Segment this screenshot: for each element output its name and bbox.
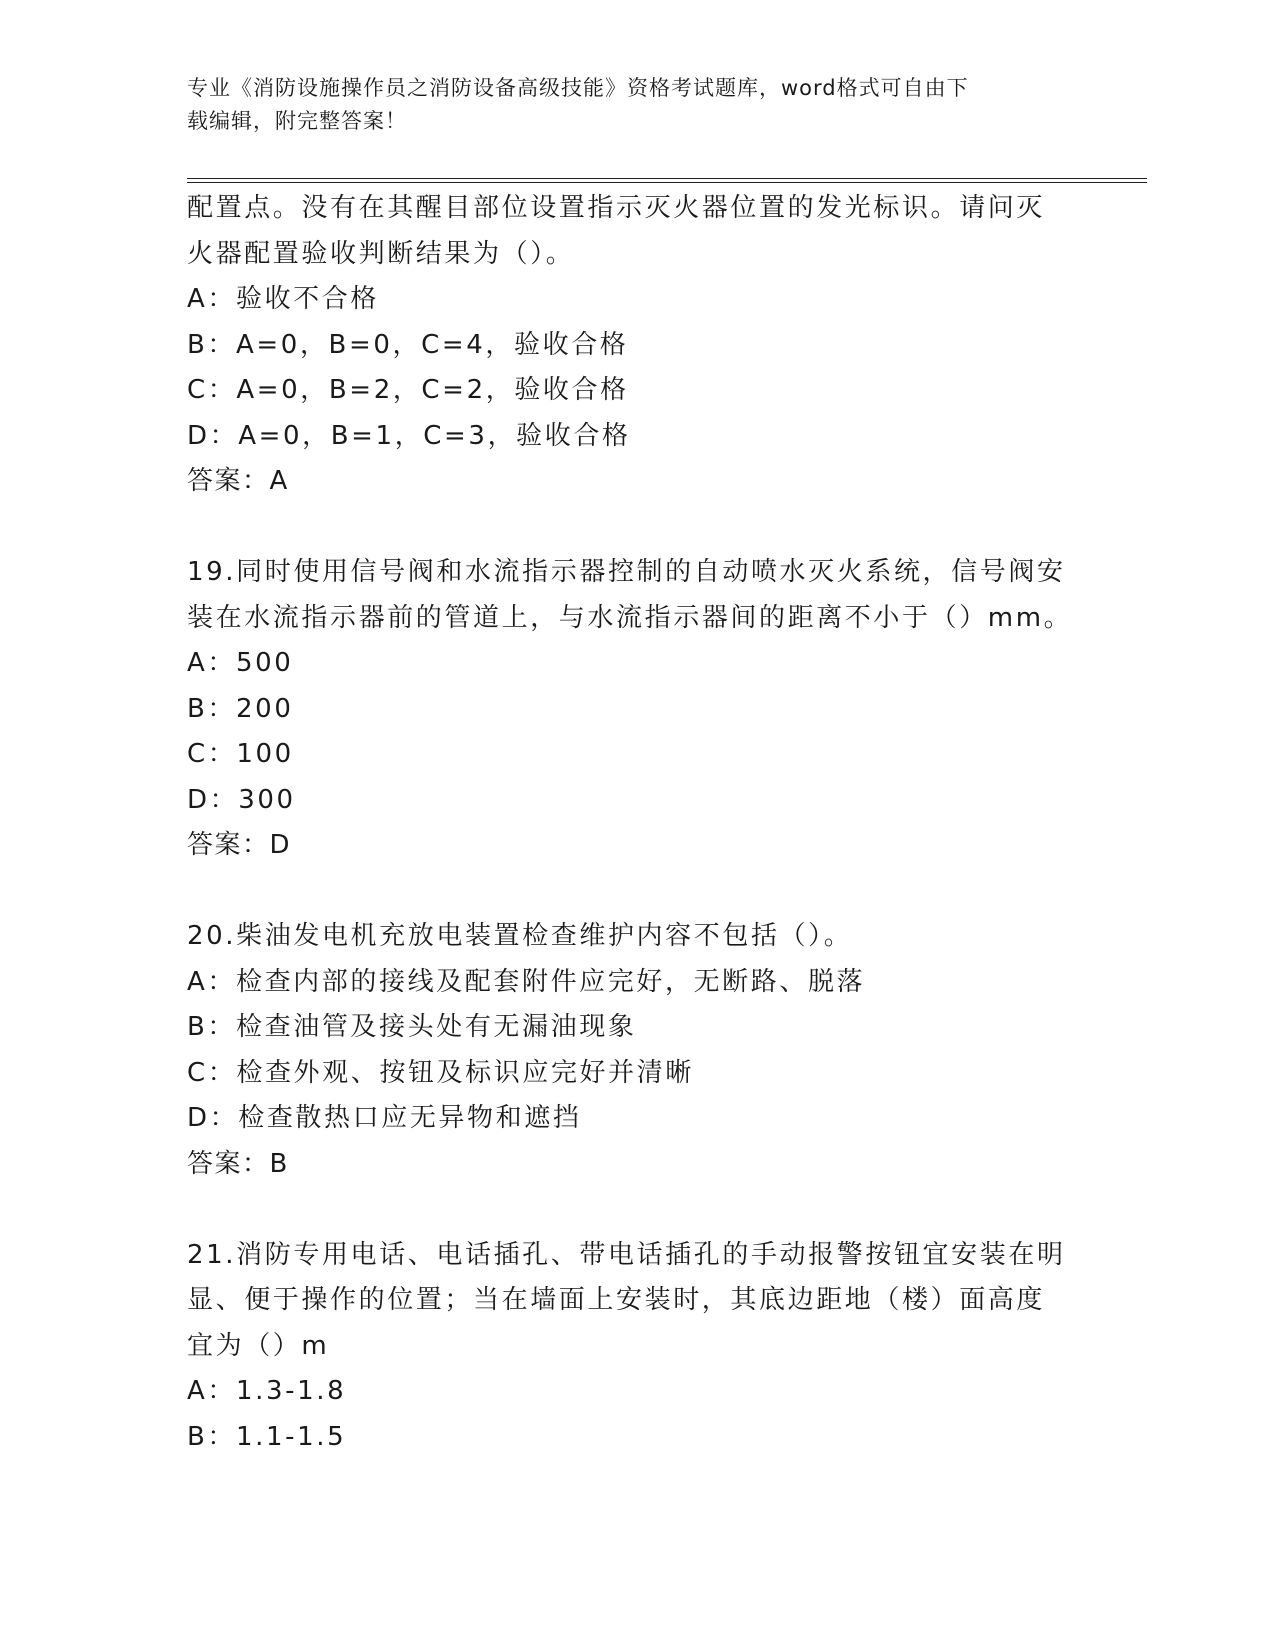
question-21 xyxy=(187,1233,1087,1461)
answer: 答案：B xyxy=(187,1148,289,1179)
option-a: A：1.3-1.8 xyxy=(187,1376,347,1406)
option-b: B：200 xyxy=(187,693,294,724)
option-c: C：100 xyxy=(187,739,294,769)
answer: 答案：D xyxy=(187,830,292,860)
option-d: D：300 xyxy=(187,784,296,815)
question-stem-line: 宜为（）m xyxy=(187,1330,330,1361)
header-divider-top xyxy=(187,178,1147,179)
option-b: B：检查油管及接头处有无漏油现象 xyxy=(187,1012,637,1042)
option-c: C：检查外观、按钮及标识应完好并清晰 xyxy=(187,1057,694,1088)
spacer xyxy=(187,505,1087,551)
option-a: A：检查内部的接线及配套附件应完好，无断路、脱落 xyxy=(187,966,866,997)
header-divider-bottom xyxy=(187,182,1147,183)
question-stem-line: 火器配置验收判断结果为（）。 xyxy=(187,238,575,269)
answer: 答案：A xyxy=(187,466,289,496)
question-stem-line: 21.消防专用电话、电话插孔、带电话插孔的手动报警按钮宜安装在明 xyxy=(187,1239,1066,1270)
question-stem-line: 20.柴油发电机充放电装置检查维护内容不包括（）。 xyxy=(187,921,853,951)
question-18 xyxy=(187,186,1087,505)
option-a: A：验收不合格 xyxy=(187,284,379,314)
question-stem-line: 显、便于操作的位置；当在墙面上安装时，其底边距地（楼）面高度 xyxy=(187,1285,1046,1315)
option-a: A：500 xyxy=(187,648,294,678)
option-b: B：1.1-1.5 xyxy=(187,1421,347,1452)
option-d: D：检查散热口应无异物和遮挡 xyxy=(187,1103,582,1133)
header-line-1: 专业《消防设施操作员之消防设备高级技能》资格考试题库，word格式可自由下 xyxy=(187,76,969,100)
question-stem-line: 配置点。没有在其醒目部位设置指示灭火器位置的发光标识。请问灭 xyxy=(187,193,1046,223)
option-d: D：A=0，B=1，C=3，验收合格 xyxy=(187,420,631,451)
spacer xyxy=(187,1187,1087,1233)
option-c: C：A=0，B=2，C=2，验收合格 xyxy=(187,375,629,405)
question-stem-line: 19.同时使用信号阀和水流指示器控制的自动喷水灭火系统，信号阀安 xyxy=(187,557,1066,587)
question-list xyxy=(187,186,1087,1460)
header-line-2: 载编辑，附完整答案！ xyxy=(187,109,407,133)
question-stem-line: 装在水流指示器前的管道上，与水流指示器间的距离不小于（）mm。 xyxy=(187,602,1073,633)
document-header xyxy=(187,72,1087,138)
question-19 xyxy=(187,550,1087,869)
spacer xyxy=(187,869,1087,915)
question-20 xyxy=(187,914,1087,1187)
option-b: B：A=0，B=0，C=4，验收合格 xyxy=(187,329,629,360)
